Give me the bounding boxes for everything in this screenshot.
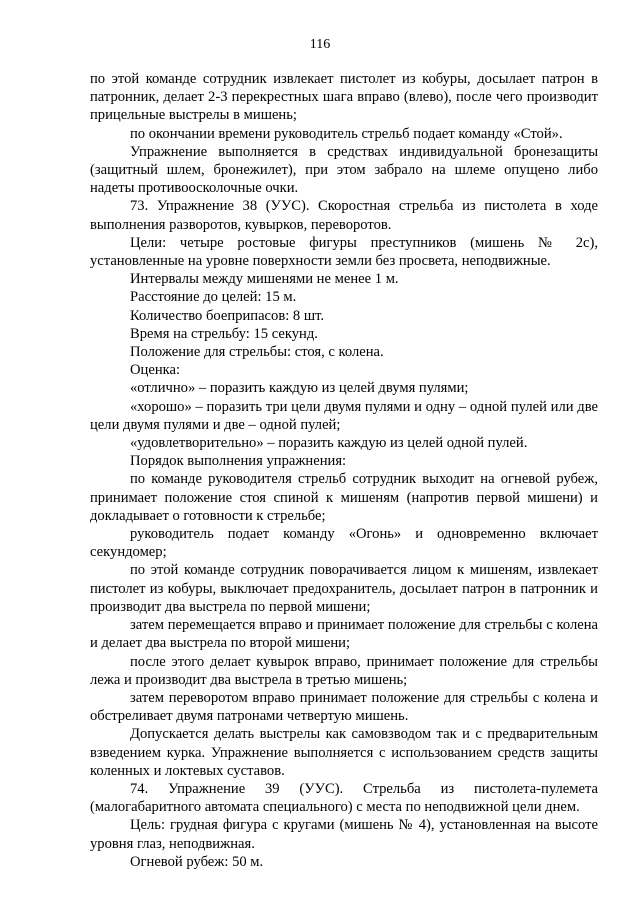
paragraph: после этого делает кувырок вправо, принимает положение для стрельбы лежа и производит два выстрела в третью мишень; — [90, 653, 598, 688]
paragraph: Допускается делать выстрелы как самовзводом так и с предварительным взведением курка. Упражнение выполняется с использованием средств защиты коленных и локтевых суставов. — [90, 726, 598, 779]
paragraph: по этой команде сотрудник поворачивается лицом к мишеням, извлекает пистолет из кобуры, выключает предохранитель, досылает патрон в патронник и производит два выстрела по первой мишени; — [90, 562, 598, 615]
paragraph: затем перемещается вправо и принимает положение для стрельбы с колена и делает два выстрела по второй мишени; — [90, 617, 598, 652]
paragraph: 74. Упражнение 39 (УУС). Стрельба из пистолета-пулемета (малогабаритного автомата специального) с места по неподвижной цели днем. — [90, 780, 598, 816]
paragraph: по этой команде сотрудник извлекает пистолет из кобуры, досылает патрон в патронник, делает 2-3 перекрестных шага вправо (влево), после чего производит прицельные выстрелы в мишень; — [90, 71, 598, 124]
paragraph: Интервалы между мишенями не менее 1 м. — [130, 271, 399, 288]
paragraph: 73. Упражнение 38 (УУС). Скоростная стрельба из пистолета в ходе выполнения разворотов, кувырков, переворотов. — [90, 198, 598, 233]
paragraph: Время на стрельбу: 15 секунд. — [130, 325, 318, 342]
paragraph: по команде руководителя стрельб сотрудник выходит на огневой рубеж, принимает положение стоя спиной к мишеням (напротив первой мишени) и докладывает о готовности к стрельбе; — [90, 471, 598, 524]
paragraph: Цели: четыре ростовые фигуры преступников (мишень № 2с), установленные на уровне поверхности земли без просвета, неподвижные. — [90, 234, 598, 270]
paragraph: Упражнение выполняется в средствах индивидуальной бронезащиты (защитный шлем, бронежилет), при этом забрало на шлеме опущено либо надеты противоосколочные очки. — [90, 143, 598, 197]
paragraph: Расстояние до целей: 15 м. — [130, 289, 297, 306]
paragraph: Огневой рубеж: 50 м. — [130, 853, 264, 870]
paragraph: Положение для стрельбы: стоя, с колена. — [130, 344, 384, 361]
body-text — [90, 70, 598, 871]
paragraph: Количество боеприпасов: 8 шт. — [130, 307, 325, 324]
page-number: 116 — [309, 37, 331, 52]
paragraph: «хорошо» – поразить три цели двумя пулями и одну – одной пулей или две цели двумя пулями и две – одной пулей; — [90, 398, 598, 433]
paragraph: «удовлетворительно» – поразить каждую из целей одной пулей. — [130, 435, 528, 452]
paragraph: «отлично» – поразить каждую из целей двумя пулями; — [130, 380, 469, 397]
paragraph: затем переворотом вправо принимает положение для стрельбы с колена и обстреливает двумя патронами четвертую мишень. — [90, 689, 598, 725]
paragraph: по окончании времени руководитель стрельб подает команду «Стой». — [130, 125, 563, 142]
paragraph: Оценка: — [130, 362, 181, 379]
paragraph: Цель: грудная фигура с кругами (мишень № 4), установленная на высоте уровня глаз, неподвижная. — [90, 817, 598, 852]
paragraph: Порядок выполнения упражнения: — [130, 453, 347, 470]
paragraph: руководитель подает команду «Огонь» и одновременно включает секундомер; — [90, 526, 598, 561]
